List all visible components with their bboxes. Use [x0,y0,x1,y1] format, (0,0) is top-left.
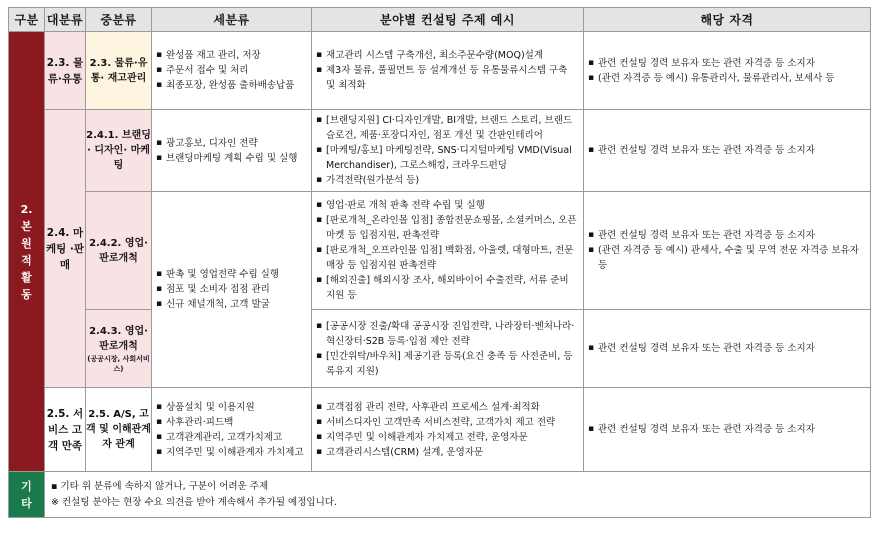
row-2-3 [9,32,871,110]
header-qual: 해당 자격 [584,8,871,32]
jung-2-4-1: 2.4.1. 브랜딩· 디자인· 마케팅 [86,110,152,192]
jung-2-4-3-sub: (공공시장, 사회서비스) [87,354,150,373]
se-2-4-2-item: ▪ 신규 채널개척, 고객 발굴 [156,297,305,312]
se-2-4-2 [152,192,312,388]
qual-2-4-3-item: ▪ 관련 컨설팅 경력 보유자 또는 관련 자격증 등 소지자 [588,341,864,356]
etc-note: ※ 컨설팅 분야는 현장 수요 의견을 받아 계속해서 추가될 예정입니다. [51,496,337,508]
section-2-text: 2. 본원적 활동 [20,202,33,301]
se-2-5-item: ▪ 지역주민 및 이해관계자 가치제고 [156,445,305,460]
se-2-3-item: ▪ 완성품 재고 관리, 저장 [156,48,305,63]
se-2-4-1-item: ▪ 광고홍보, 디자인 전략 [156,136,305,151]
row-2-4-1 [9,110,871,192]
qual-2-3-item: ▪ 관련 컨설팅 경력 보유자 또는 관련 자격증 등 소지자 [588,56,864,71]
topic-2-4-2-item: ▪ [판로개척_온라인몰 입점] 종합전문쇼핑몰, 소셜커머스, 오픈마켓 등 입점지원, 판촉전략 [316,213,577,243]
row-2-5 [9,388,871,472]
se-2-4-1-item: ▪ 브랜딩마케팅 계획 수립 및 실행 [156,151,305,166]
header-se: 세분류 [152,8,312,32]
se-2-3-item: ▪ 주문서 접수 및 처리 [156,63,305,78]
etc-content [45,472,871,518]
jung-2-3: 2.3. 물류·유통· 재고관리 [86,32,152,110]
topic-2-5-item: ▪ 고객접점 관리 전략, 사후관리 프로세스 설계·최적화 [316,400,577,415]
qual-2-4-2-item: ▪ 관련 컨설팅 경력 보유자 또는 관련 자격증 등 소지자 [588,228,864,243]
topic-2-5-item: ▪ 지역주민 및 이해관계자 가치제고 전략, 운영자문 [316,430,577,445]
qual-2-3-item: ▪ (관련 자격증 등 예시) 유통관리사, 물류관리사, 보세사 등 [588,71,864,86]
se-2-5-item: ▪ 사후관리·피드백 [156,415,305,430]
jung-2-4-2: 2.4.2. 영업· 판로개척 [86,192,152,310]
se-2-5-item: ▪ 고객관계관리, 고객가치제고 [156,430,305,445]
qual-2-5 [584,388,871,472]
qual-2-3 [584,32,871,110]
topic-2-4-2-item: ▪ [판로개척_오프라인몰 입점] 백화점, 아울렛, 대형마트, 전문매장 등 입점지원 판촉전략 [316,243,577,273]
topic-2-4-3 [312,310,584,388]
header-jung: 중분류 [86,8,152,32]
etc-label-text: 기타 [21,479,32,510]
jung-2-4-3-title: 2.4.3. 영업· 판로개척 [89,325,148,352]
se-2-4-2-item: ▪ 점포 및 소비자 접점 관리 [156,282,305,297]
topic-2-3-item: ▪ 제3자 물류, 풀필먼트 등 설계개선 등 유통물류시스템 구축 및 최적화 [316,63,577,93]
topic-2-4-3-item: ▪ [민간위탁/바우처] 제공기관 등록(요건 충족 등 사전준비, 등록유지 지원) [316,349,577,379]
row-2-4-3 [9,310,871,388]
qual-2-5-item: ▪ 관련 컨설팅 경력 보유자 또는 관련 자격증 등 소지자 [588,422,864,437]
topic-2-4-1-item: ▪ [브랜딩지원] CI·디자인개발, BI개발, 브랜드 스토리, 브랜드 슬로건, 제품·포장디자인, 점포 개선 및 간판인테리어 [316,113,577,143]
topic-2-4-3-item: ▪ [공공시장 진출/확대 공공시장 진입전략, 나라장터·벤처나라·혁신장터·S2B 등록·입점 제안 전략 [316,319,577,349]
dae-2-5: 2.5. 서비스 고객 만족 [45,388,86,472]
topic-2-5 [312,388,584,472]
se-2-3-item: ▪ 최종포장, 완성품 출하배송납품 [156,78,305,93]
qual-2-4-1-item: ▪ 관련 컨설팅 경력 보유자 또는 관련 자격증 등 소지자 [588,143,864,158]
qual-2-4-2 [584,192,871,310]
row-2-4-2 [9,192,871,310]
jung-2-5: 2.5. A/S, 고객 및 이해관계자 관계 [86,388,152,472]
qual-2-4-3 [584,310,871,388]
etc-label [9,472,45,518]
dae-2-4: 2.4. 마케팅 ·판매 [45,110,86,388]
header-row [9,8,871,32]
row-etc [9,472,871,518]
section-2-label [9,32,45,472]
qual-2-4-2-item: ▪ (관련 자격증 등 예시) 관세사, 수출 및 무역 전문 자격증 보유자 등 [588,243,864,273]
topic-2-5-item: ▪ 고객관리시스템(CRM) 설계, 운영자문 [316,445,577,460]
etc-line-1: ▪ 기타 위 분류에 속하지 않거나, 구분이 어려운 주제 [51,480,269,492]
topic-2-3 [312,32,584,110]
jung-2-4-3 [86,310,152,388]
topic-2-4-1-item: ▪ 가격전략(원가분석 등) [316,173,577,188]
topic-2-4-2-item: ▪ [해외진출] 해외시장 조사, 해외바이어 수출전략, 서류 준비 지원 등 [316,273,577,303]
se-2-5 [152,388,312,472]
se-2-5-item: ▪ 상품설치 및 이용지원 [156,400,305,415]
topic-2-4-1 [312,110,584,192]
header-gubun: 구분 [9,8,45,32]
topic-2-4-1-item: ▪ [마케팅/홍보] 마케팅전략, SNS·디지털마케팅 VMD(Visual Merchandiser), 그로스해킹, 크라우드펀딩 [316,143,577,173]
header-topic: 분야별 컨설팅 주제 예시 [312,8,584,32]
topic-2-5-item: ▪ 서비스디자인 고객만족 서비스전략, 고객가치 제고 전략 [316,415,577,430]
topic-2-4-2 [312,192,584,310]
se-2-3 [152,32,312,110]
dae-2-3: 2.3. 물류·유통 [45,32,86,110]
se-2-4-2-item: ▪ 판촉 및 영업전략 수립 실행 [156,267,305,282]
consulting-table [8,7,871,518]
se-2-4-1 [152,110,312,192]
qual-2-4-1 [584,110,871,192]
topic-2-4-2-item: ▪ 영업·판로 개척 판촉 전략 수립 및 실행 [316,198,577,213]
header-dae: 대분류 [45,8,86,32]
topic-2-3-item: ▪ 재고관리 시스템 구축개선, 최소주문수량(MOQ)설계 [316,48,577,63]
